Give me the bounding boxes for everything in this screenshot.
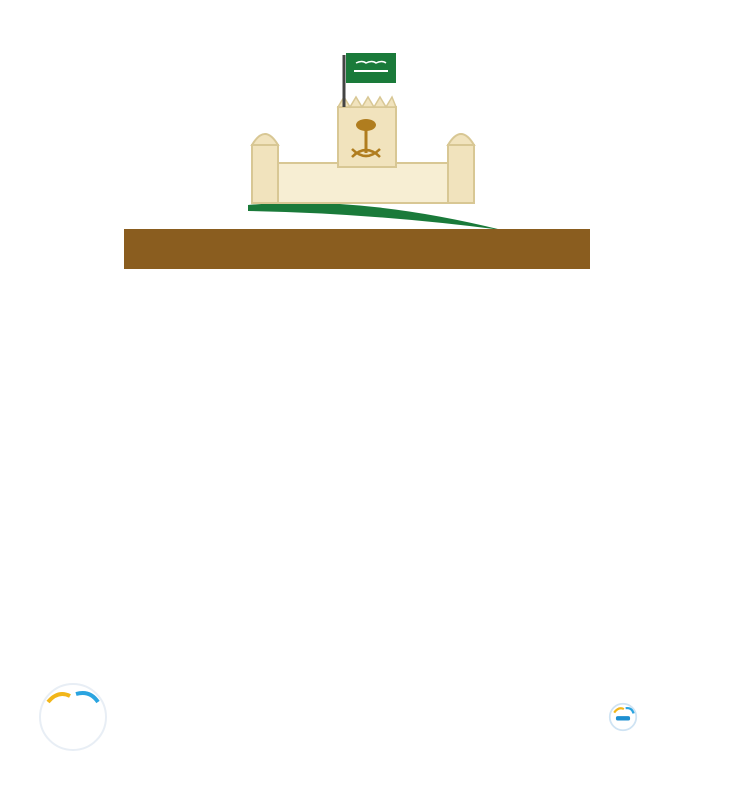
designer-logo-icon <box>608 702 638 732</box>
result-second <box>698 431 710 459</box>
rank-separator <box>698 379 710 407</box>
rank-separator <box>322 540 334 568</box>
rank-separator <box>690 534 702 562</box>
nawader-logo-icon <box>28 682 118 752</box>
result-fourth <box>690 534 702 562</box>
rank-separator <box>698 431 710 459</box>
rank-separator <box>330 386 342 414</box>
title-banner <box>124 229 590 269</box>
rank-separator <box>698 482 710 510</box>
festival-logo <box>240 45 500 230</box>
result-sixth <box>330 437 342 465</box>
result-seventh <box>330 489 342 517</box>
result-third <box>698 482 710 510</box>
saudi-flag-icon <box>346 53 396 83</box>
designer-credit <box>606 696 726 736</box>
rank-separator <box>330 489 342 517</box>
rank-separator <box>330 437 342 465</box>
result-fifth <box>330 386 342 414</box>
result-first <box>698 379 710 407</box>
result-eighth <box>322 540 334 568</box>
